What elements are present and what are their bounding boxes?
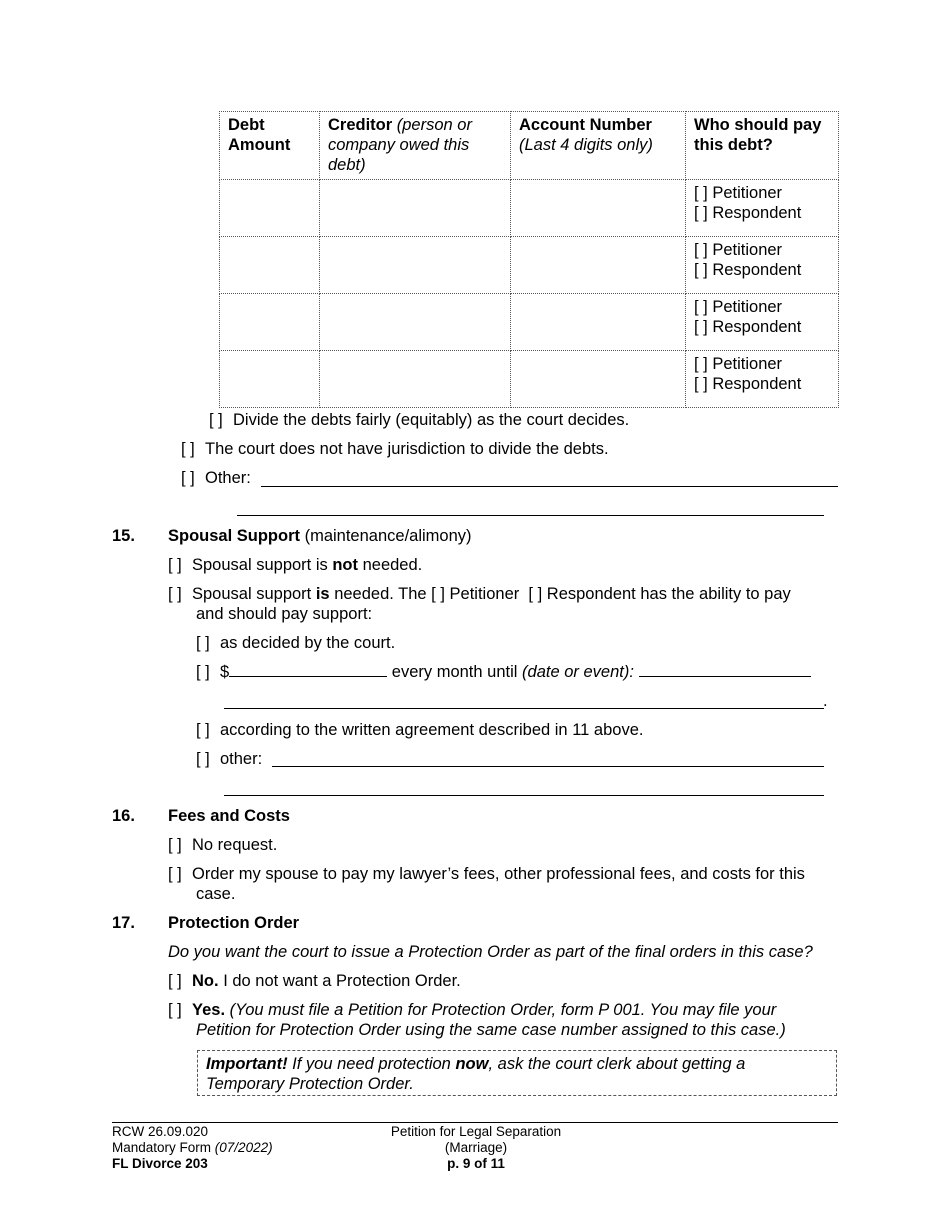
table-row — [220, 237, 839, 294]
fees-order-line2: case. — [196, 885, 236, 903]
debt-amount-cell[interactable] — [220, 180, 320, 237]
debt-amount-cell[interactable] — [220, 294, 320, 351]
section-16-number: 16. — [112, 807, 135, 825]
fees-no-request-option: [ ] No request. — [168, 836, 278, 854]
support-needed-checkbox[interactable]: [ ] — [168, 585, 182, 603]
header-account-number: Account Number (Last 4 digits only) — [511, 112, 686, 180]
debts-other-checkbox[interactable]: [ ] — [181, 469, 195, 487]
creditor-cell[interactable] — [320, 294, 511, 351]
creditor-cell[interactable] — [320, 237, 511, 294]
period: . — [823, 692, 828, 710]
account-number-cell[interactable] — [511, 294, 686, 351]
section-15-number: 15. — [112, 527, 135, 545]
support-other-field-line2[interactable] — [224, 795, 824, 796]
fees-order-option: [ ] Order my spouse to pay my lawyer’s fees, other professional fees, and costs for this — [168, 865, 805, 883]
footer-center: Petition for Legal Separation (Marriage) p. 9 of 11 — [376, 1124, 576, 1172]
table-row — [220, 294, 839, 351]
debt-amount-cell[interactable] — [220, 351, 320, 408]
no-jurisdiction-option: [ ] The court does not have jurisdiction to divide the debts. — [181, 440, 609, 458]
petitioner-checkbox[interactable]: [ ] Petitioner — [694, 355, 783, 373]
respondent-checkbox[interactable]: [ ] Respondent — [694, 318, 802, 336]
header-creditor: Creditor (person or company owed this debt) — [320, 112, 511, 180]
header-who-pays: Who should pay this debt? — [686, 112, 839, 180]
creditor-cell[interactable] — [320, 180, 511, 237]
respondent-checkbox[interactable]: [ ] Respondent — [694, 261, 802, 279]
creditor-cell[interactable] — [320, 351, 511, 408]
debts-other-field[interactable] — [261, 486, 838, 487]
payer-petitioner-checkbox[interactable]: [ ] — [431, 585, 445, 603]
who-pays-cell — [686, 294, 839, 351]
who-pays-cell — [686, 180, 839, 237]
support-other-checkbox[interactable]: [ ] — [196, 750, 210, 768]
petitioner-checkbox[interactable]: [ ] Petitioner — [694, 184, 783, 202]
until-date-field-line2[interactable] — [224, 708, 824, 709]
monthly-amount-field[interactable] — [229, 662, 387, 677]
section-15-title: Spousal Support (maintenance/alimony) — [168, 527, 472, 545]
until-date-field[interactable] — [639, 662, 811, 677]
protection-no-option: [ ] No. I do not want a Protection Order. — [168, 972, 461, 990]
protection-order-question: Do you want the court to issue a Protection Order as part of the final orders in this case? — [168, 943, 813, 961]
support-other-field[interactable] — [272, 766, 824, 767]
debts-other-option: [ ] Other: — [181, 469, 251, 487]
table-row — [220, 351, 839, 408]
debt-amount-cell[interactable] — [220, 237, 320, 294]
protection-yes-line2: Petition for Protection Order using the same case number assigned to this case.) — [196, 1021, 786, 1039]
account-number-cell[interactable] — [511, 351, 686, 408]
important-notice-box: Important! If you need protection now, ask the court clerk about getting a Temporary Protection Order. — [197, 1050, 837, 1096]
protection-yes-option: [ ] Yes. (You must file a Petition for Protection Order, form P 001. You may file your — [168, 1001, 777, 1019]
page-number: p. 9 of 11 — [447, 1156, 505, 1171]
support-agreement-option: [ ] according to the written agreement described in 11 above. — [196, 721, 644, 739]
support-amount-checkbox[interactable]: [ ] — [196, 663, 210, 681]
no-jurisdiction-checkbox[interactable]: [ ] — [181, 440, 195, 458]
support-other-option: [ ] other: — [196, 750, 263, 768]
debt-table-header — [220, 112, 839, 180]
section-16-title: Fees and Costs — [168, 807, 290, 825]
support-needed-option: [ ] Spousal support is needed. The [ ] Petitioner [ ] Respondent has the ability to pay — [168, 585, 791, 603]
as-decided-checkbox[interactable]: [ ] — [196, 634, 210, 652]
account-number-cell[interactable] — [511, 237, 686, 294]
debt-table — [219, 111, 839, 408]
support-amount-option: [ ] $ every month until (date or event): — [196, 662, 811, 682]
support-needed-line2: and should pay support: — [196, 605, 373, 623]
petitioner-checkbox[interactable]: [ ] Petitioner — [694, 298, 783, 316]
footer-left: RCW 26.09.020 Mandatory Form (07/2022) FL Divorce 203 — [112, 1124, 273, 1171]
respondent-checkbox[interactable]: [ ] Respondent — [694, 204, 802, 222]
protection-no-checkbox[interactable]: [ ] — [168, 972, 182, 990]
agreement-checkbox[interactable]: [ ] — [196, 721, 210, 739]
section-17-number: 17. — [112, 914, 135, 932]
protection-yes-checkbox[interactable]: [ ] — [168, 1001, 182, 1019]
section-17-title: Protection Order — [168, 914, 300, 932]
fees-no-request-checkbox[interactable]: [ ] — [168, 836, 182, 854]
debts-other-field-line2[interactable] — [237, 515, 824, 516]
who-pays-cell — [686, 351, 839, 408]
table-row — [220, 180, 839, 237]
support-not-needed-option: [ ] Spousal support is not needed. — [168, 556, 423, 574]
account-number-cell[interactable] — [511, 180, 686, 237]
respondent-checkbox[interactable]: [ ] Respondent — [694, 375, 802, 393]
petitioner-checkbox[interactable]: [ ] Petitioner — [694, 241, 783, 259]
who-pays-cell — [686, 237, 839, 294]
fees-order-checkbox[interactable]: [ ] — [168, 865, 182, 883]
support-as-decided-option: [ ] as decided by the court. — [196, 634, 396, 652]
support-not-needed-checkbox[interactable]: [ ] — [168, 556, 182, 574]
divide-debts-option: [ ] Divide the debts fairly (equitably) as the court decides. — [209, 411, 630, 429]
divide-debts-checkbox[interactable]: [ ] — [209, 411, 223, 429]
header-debt-amount: Debt Amount — [220, 112, 320, 180]
payer-respondent-checkbox[interactable]: [ ] — [528, 585, 543, 603]
footer-divider — [112, 1122, 838, 1123]
